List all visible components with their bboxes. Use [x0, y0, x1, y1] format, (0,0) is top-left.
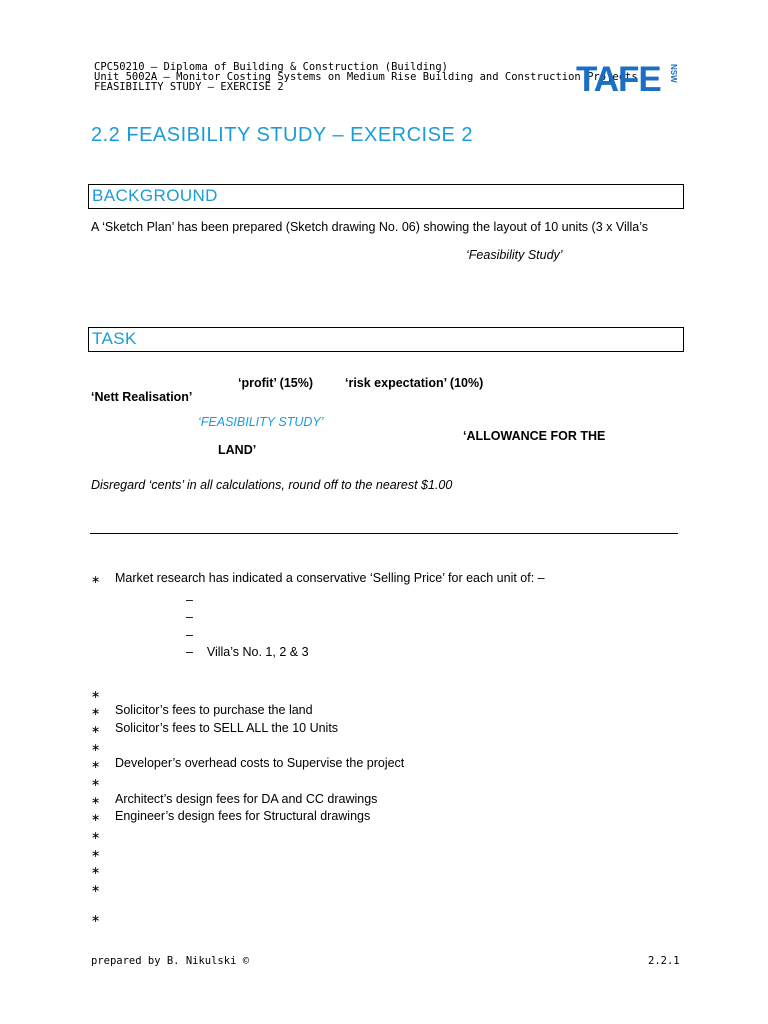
task-section-box	[88, 327, 684, 352]
solicitor-land-text: Solicitor’s fees to purchase the land	[115, 703, 313, 717]
bullet-icon: ∗	[91, 759, 101, 771]
page-title: 2.2 FEASIBILITY STUDY – EXERCISE 2	[91, 124, 473, 146]
background-text: A ‘Sketch Plan’ has been prepared (Sketch drawing No. 06) showing the layout of 10 units (3 x Villa’s	[91, 220, 649, 234]
footer-page-number: 2.2.1	[648, 955, 680, 967]
bullet-icon: ∗	[91, 795, 101, 807]
task-heading: TASK	[92, 329, 137, 348]
bullet-icon: ∗	[91, 812, 101, 824]
logo-sub: NSW	[669, 64, 678, 83]
header-exercise: FEASIBILITY STUDY – EXERCISE 2	[94, 81, 284, 93]
engineer-text: Engineer’s design fees for Structural drawings	[115, 809, 371, 823]
bullet-icon: ∗	[91, 742, 101, 754]
feasibility-study-ref: ‘Feasibility Study’	[466, 248, 563, 262]
bullet-icon: ∗	[91, 830, 101, 842]
dash-item: –	[186, 610, 193, 624]
bullet-icon: ∗	[91, 865, 101, 877]
bullet-icon: ∗	[91, 574, 101, 586]
market-research-text: Market research has indicated a conservative ‘Selling Price’ for each unit of: –	[115, 571, 545, 585]
land-text: LAND’	[218, 443, 257, 457]
dash-item: –	[186, 593, 193, 607]
bullet-icon: ∗	[91, 706, 101, 718]
header-unit: Unit 5002A – Monitor Costing Systems on Medium Rise Building and Construction Projects	[94, 71, 638, 83]
bullet-icon: ∗	[91, 848, 101, 860]
allowance-text: ‘ALLOWANCE FOR THE	[463, 429, 606, 443]
bullet-icon: ∗	[91, 689, 101, 701]
tafe-logo	[576, 60, 680, 96]
risk-text: ‘risk expectation’ (10%)	[345, 376, 484, 390]
bullet-icon: ∗	[91, 883, 101, 895]
tafe-logo-mark	[576, 60, 680, 96]
profit-text: ‘profit’ (15%)	[238, 376, 314, 390]
header-course: CPC50210 – Diploma of Building & Construction (Building)	[94, 61, 449, 73]
architect-text: Architect’s design fees for DA and CC drawings	[115, 792, 378, 806]
logo-text: TAFE	[576, 60, 661, 96]
bullet-icon: ∗	[91, 724, 101, 736]
bullet-icon: ∗	[91, 913, 101, 925]
solicitor-sell-text: Solicitor’s fees to SELL ALL the 10 Units	[115, 721, 339, 735]
feasibility-study-text: ‘FEASIBILITY STUDY’	[198, 415, 324, 429]
divider-rule	[90, 533, 678, 534]
dash-item: –	[186, 628, 193, 642]
villas-item: – Villa’s No. 1, 2 & 3	[186, 645, 309, 659]
background-section-box	[88, 184, 684, 209]
disregard-cents-text: Disregard ‘cents’ in all calculations, round off to the nearest $1.00	[91, 478, 453, 492]
nett-realisation-text: ‘Nett Realisation’	[91, 390, 193, 404]
footer-prepared-by: prepared by B. Nikulski ©	[91, 955, 250, 967]
bullet-icon: ∗	[91, 777, 101, 789]
background-heading: BACKGROUND	[92, 186, 218, 205]
developer-text: Developer’s overhead costs to Supervise the project	[115, 756, 405, 770]
